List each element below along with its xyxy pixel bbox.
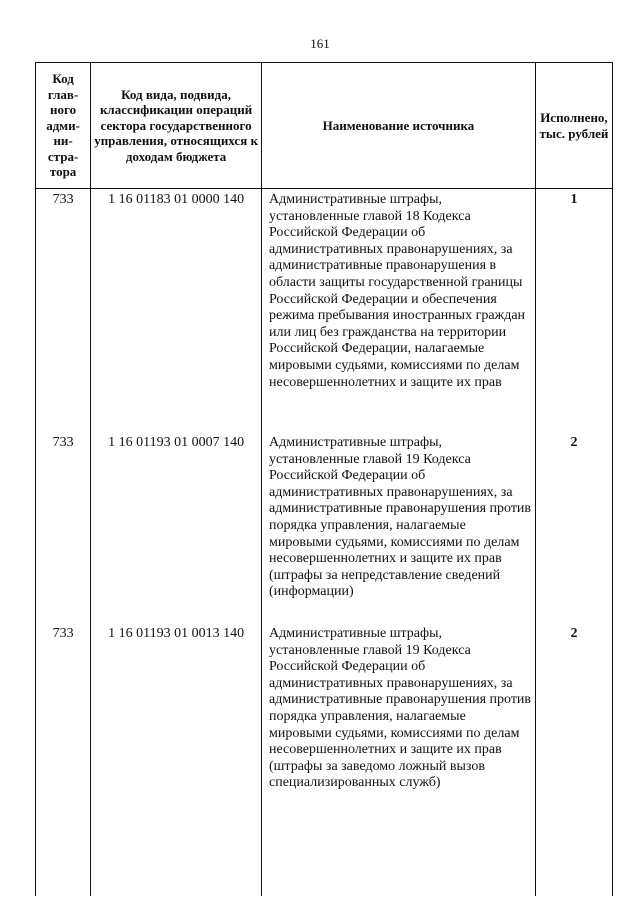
header-admin-code: Код глав- ного адми- ни- стра- тора: [36, 63, 91, 189]
cell-classification-code: 1 16 01193 01 0013 140: [91, 623, 262, 896]
header-executed: Исполнено, тыс. рублей: [535, 63, 612, 189]
header-source-name: Наименование источника: [261, 63, 535, 189]
cell-executed: 2: [535, 623, 612, 896]
header-classification-code: Код вида, подвида, классификации операций сектора государственного управления, относящихся к доходам бюджета: [91, 63, 262, 189]
table-row: [36, 189, 613, 433]
cell-executed: 2: [535, 432, 612, 623]
revenue-table: [35, 62, 613, 896]
cell-executed: 1: [535, 189, 612, 433]
cell-admin-code: 733: [36, 432, 91, 623]
page-number: 161: [310, 36, 330, 51]
cell-admin-code: 733: [36, 623, 91, 896]
cell-classification-code: 1 16 01183 01 0000 140: [91, 189, 262, 433]
table-row: [36, 432, 613, 623]
cell-admin-code: 733: [36, 189, 91, 433]
cell-source-name: Административные штрафы, установленные главой 19 Кодекса Российской Федерации об административных правонарушениях, за административные правонарушения против порядка управления, налагаемые мировыми судьями, комиссиями по делам несовершеннолетних и защите их прав (штрафы за непредставление сведений (информации): [261, 432, 535, 623]
table-header-row: [36, 63, 613, 189]
cell-classification-code: 1 16 01193 01 0007 140: [91, 432, 262, 623]
cell-source-name: Административные штрафы, установленные главой 19 Кодекса Российской Федерации об административных правонарушениях, за административные правонарушения против порядка управления, налагаемые мировыми судьями, комиссиями по делам несовершеннолетних и защите их прав (штрафы за заведомо ложный вызов специализированных служб): [261, 623, 535, 896]
cell-source-name: Административные штрафы, установленные главой 18 Кодекса Российской Федерации об административных правонарушениях, за административные правонарушения в области защиты государственной границы Российской Федерации и обеспечения режима пребывания иностранных граждан или лиц без гражданства на территории Российской Федерации, налагаемые мировыми судьями, комиссиями по делам несовершеннолетних и защите их прав: [261, 189, 535, 433]
table-row: [36, 623, 613, 896]
